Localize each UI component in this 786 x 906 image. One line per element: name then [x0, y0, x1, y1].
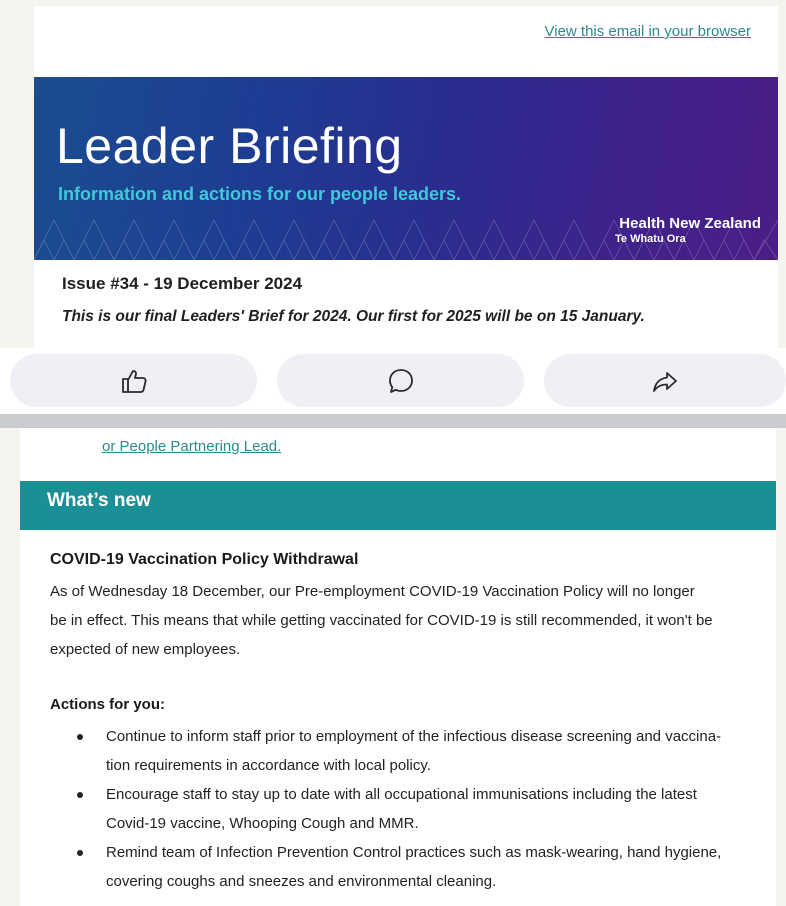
list-item [50, 838, 750, 896]
article-body [50, 577, 760, 664]
comment-button[interactable] [277, 354, 524, 407]
share-icon [650, 366, 680, 396]
bullet-dot [77, 734, 83, 740]
issue-heading: Issue #34 - 19 December 2024 [62, 274, 303, 293]
bullet-dot [77, 792, 83, 798]
list-item-line: Covid-19 vaccine, Whooping Cough and MMR. [106, 815, 419, 832]
article-line: be in effect. This means that while getting vaccinated for COVID-19 is still recommended, it won't be [50, 612, 713, 629]
reaction-bar [0, 348, 786, 414]
banner-title: Leader Briefing [56, 118, 403, 174]
actions-heading: Actions for you: [50, 696, 165, 713]
list-item-line: Remind team of Infection Prevention Control practices such as mask-wearing, hand hygiene, [106, 844, 722, 861]
actions-list [50, 722, 750, 896]
list-item [50, 722, 750, 780]
final-note: This is our final Leaders' Brief for 2024. Our first for 2025 will be on 15 January. [62, 308, 645, 325]
article-title: COVID-19 Vaccination Policy Withdrawal [50, 551, 359, 568]
list-item-line: covering coughs and sneezes and environmental cleaning. [106, 873, 497, 890]
leader-briefing-banner [34, 77, 778, 260]
comment-icon [386, 366, 416, 396]
whats-new-heading: What’s new [47, 490, 151, 511]
people-partnering-link[interactable]: or People Partnering Lead. [102, 438, 282, 455]
section-divider [0, 414, 786, 428]
view-in-browser-link[interactable]: View this email in your browser [544, 23, 751, 40]
list-item-line: Encourage staff to stay up to date with all occupational immunisations including the latest [106, 786, 697, 803]
list-item [50, 780, 750, 838]
email-content-card [20, 428, 776, 906]
org-logo-name: Health New Zealand [619, 215, 761, 232]
article-line: expected of new employees. [50, 641, 241, 658]
list-item-line: Continue to inform staff prior to employment of the infectious disease screening and vaccina- [106, 728, 722, 745]
article-line: As of Wednesday 18 December, our Pre-employment COVID-19 Vaccination Policy will no longer [50, 583, 695, 600]
list-item-line: tion requirements in accordance with local policy. [106, 757, 431, 774]
share-button[interactable] [544, 354, 786, 407]
email-header-card [34, 6, 778, 352]
bullet-dot [77, 850, 83, 856]
thumbs-up-icon [119, 366, 149, 396]
like-button[interactable] [10, 354, 257, 407]
org-logo-subname: Te Whatu Ora [615, 233, 686, 245]
banner-subtitle: Information and actions for our people leaders. [58, 184, 462, 204]
